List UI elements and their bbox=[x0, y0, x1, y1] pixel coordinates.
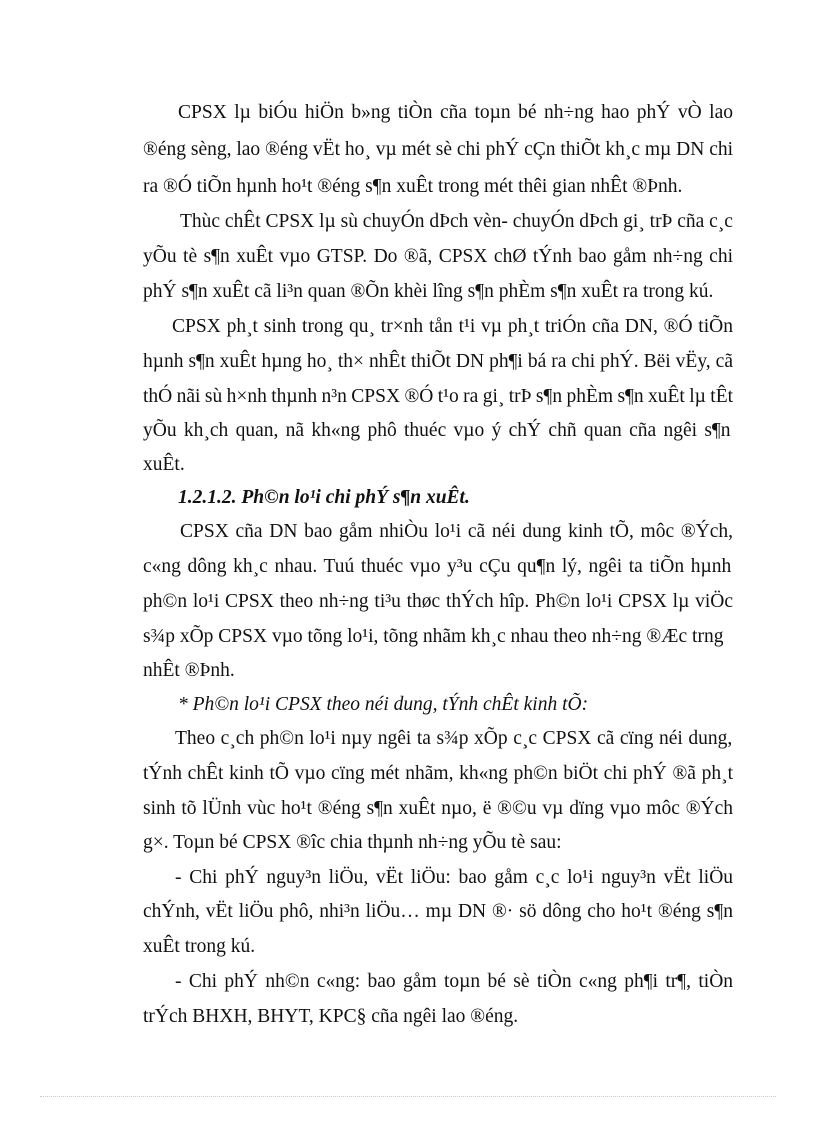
paragraph-line: Thùc chÊt CPSX lµ sù chuyÓn dÞch vèn- chuyÓn dÞch gi¸ trÞ cña c¸c bbox=[180, 211, 733, 232]
paragraph-line: phÝ s¶n xuÊt cã li³n quan ®Õn khèi lîng s¶n phÈm s¶n xuÊt ra trong kú. bbox=[143, 281, 714, 302]
list-item-line: trÝch BHXH, BHYT, KPC§ cña ngêi lao ®éng. bbox=[143, 1006, 519, 1027]
paragraph-line: hµnh s¶n xuÊt hµng ho¸ th× nhÊt thiÕt DN ph¶i bá ra chi phÝ. Bëi vËy, cã bbox=[143, 351, 733, 372]
paragraph-line: ®éng sèng, lao ®éng vËt ho¸ vµ mét sè chi phÝ cÇn thiÕt kh¸c mµ DN chi bbox=[143, 139, 734, 160]
list-item-line: - Chi phÝ nguy³n liÖu, vËt liÖu: bao gåm c¸c lo¹i nguy³n vËt liÖu bbox=[175, 867, 734, 888]
paragraph-line: s¾p xÕp CPSX vµo tõng lo¹i, tõng nhãm kh¸c nhau theo nh÷ng ®Æc trng bbox=[143, 626, 724, 647]
section-heading: 1.2.1.2. Ph©n lo¹i chi phÝ s¶n xuÊt. bbox=[178, 487, 470, 508]
paragraph-line: g×. Toµn bé CPSX ®îc chia thµnh nh÷ng yÕu tè sau: bbox=[143, 832, 562, 853]
paragraph-line: ra ®Ó tiÕn hµnh ho¹t ®éng s¶n xuÊt trong mét thêi gian nhÊt ®Þnh. bbox=[143, 176, 683, 197]
list-item-line: chÝnh, vËt liÖu phô, nhi³n liÖu… mµ DN ®· sö dông cho ho¹t ®éng s¶n bbox=[143, 901, 733, 922]
paragraph-line: CPSX lµ biÓu hiÖn b»ng tiÒn cña toµn bé nh÷ng hao phÝ vÒ lao bbox=[178, 102, 733, 123]
paragraph-line: thÓ nãi sù h×nh thµnh n³n CPSX ®Ó t¹o ra gi¸ trÞ s¶n phÈm s¶n xuÊt lµ tÊt bbox=[143, 386, 734, 407]
paragraph-line: ph©n lo¹i CPSX theo nh÷ng ti³u thøc thÝch hîp. Ph©n lo¹i CPSX lµ viÖc bbox=[143, 591, 734, 612]
paragraph-line: sinh tõ lÜnh vùc ho¹t ®éng s¶n xuÊt nµo, ë ®©u vµ dïng vµo môc ®Ých bbox=[143, 798, 734, 819]
paragraph-line: Theo c¸ch ph©n lo¹i nµy ngêi ta s¾p xÕp c¸c CPSX cã cïng néi dung, bbox=[175, 728, 733, 749]
paragraph-line: xuÊt. bbox=[143, 454, 185, 475]
paragraph-line: c«ng dông kh¸c nhau. Tuú thuéc vµo y³u cÇu qu¶n lý, ngêi ta tiÕn hµnh bbox=[143, 556, 732, 577]
list-item-line: - Chi phÝ nh©n c«ng: bao gåm toµn bé sè tiÒn c«ng ph¶i tr¶, tiÒn bbox=[175, 971, 734, 992]
subsection-heading: * Ph©n lo¹i CPSX theo néi dung, tÝnh chÊt kinh tÕ: bbox=[178, 694, 589, 715]
paragraph-line: yÕu tè s¶n xuÊt vµo GTSP. Do ®ã, CPSX chØ tÝnh bao gåm nh÷ng chi bbox=[143, 246, 733, 267]
paragraph-line: yÕu kh¸ch quan, nã kh«ng phô thuéc vµo ý chÝ chñ quan cña ngêi s¶n bbox=[143, 420, 731, 441]
paragraph-line: nhÊt ®Þnh. bbox=[143, 660, 235, 681]
page-bottom-divider bbox=[40, 1096, 776, 1097]
paragraph-line: CPSX cña DN bao gåm nhiÒu lo¹i cã néi dung kinh tÕ, môc ®Ých, bbox=[180, 521, 734, 542]
list-item-line: xuÊt trong kú. bbox=[143, 936, 256, 957]
paragraph-line: CPSX ph¸t sinh trong qu¸ tr×nh tån t¹i vµ ph¸t triÓn cña DN, ®Ó tiÕn bbox=[172, 316, 733, 337]
paragraph-line: tÝnh chÊt kinh tÕ vµo cïng mét nhãm, kh«ng ph©n biÖt chi phÝ ®ã ph¸t bbox=[143, 763, 734, 784]
